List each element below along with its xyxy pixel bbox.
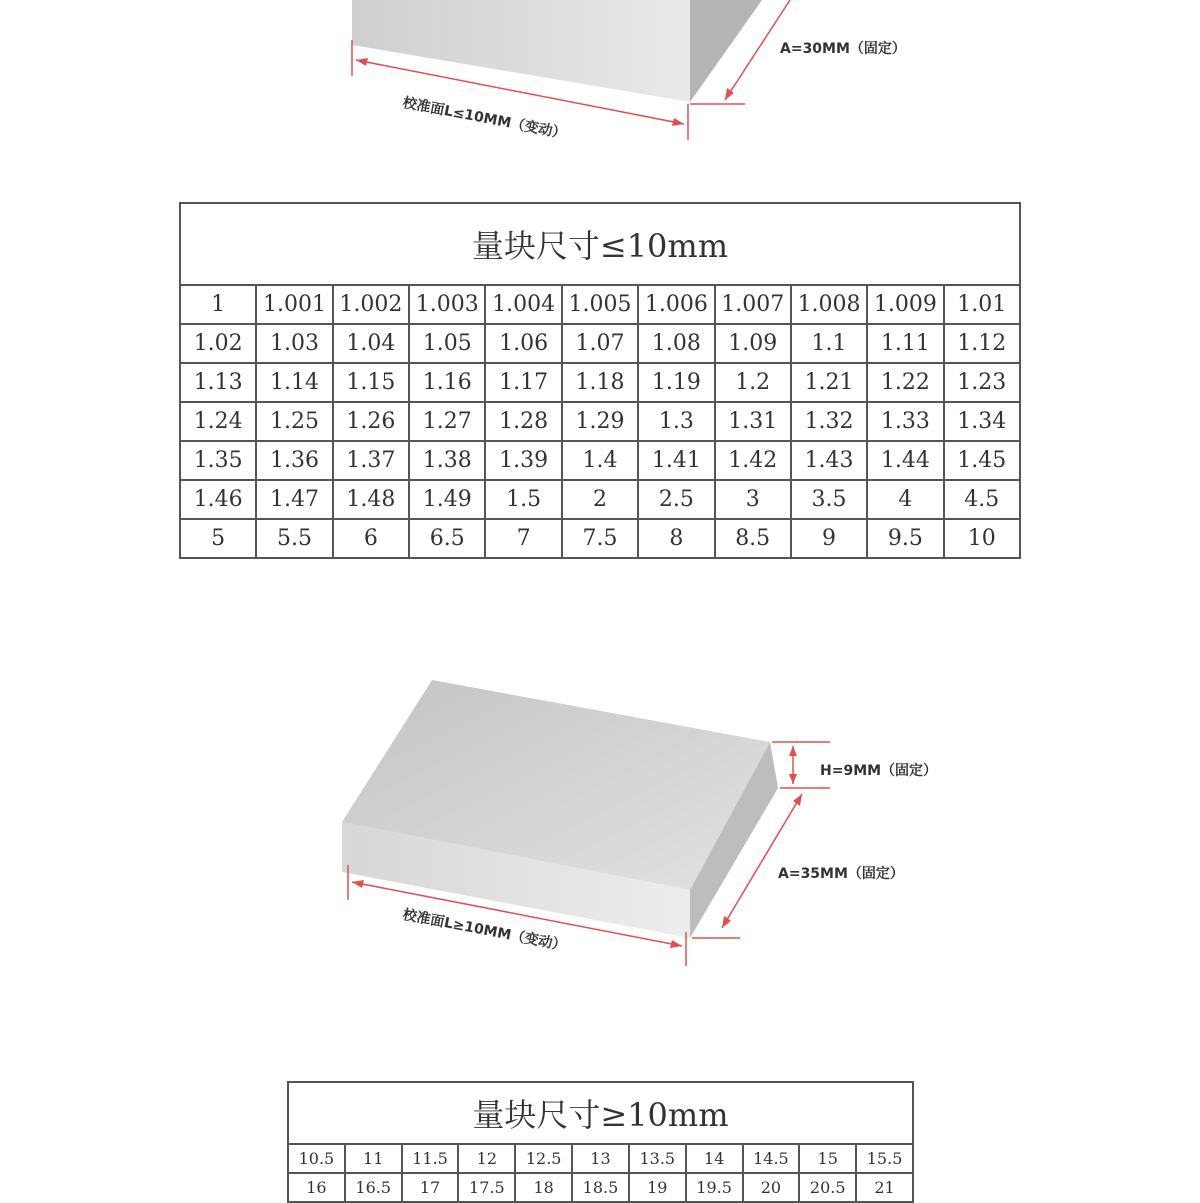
table-cell: 1.33: [867, 402, 943, 441]
table-cell: 1.37: [333, 441, 409, 480]
gauge-block-large-drawing: [0, 660, 1200, 980]
table-cell: 14.5: [743, 1144, 800, 1173]
table-cell: 1.12: [944, 324, 1020, 363]
table-cell: 1.03: [256, 324, 332, 363]
table-cell: 6.5: [409, 519, 485, 558]
table-cell: 1.14: [256, 363, 332, 402]
table-row: [180, 363, 1020, 402]
table-cell: 1.002: [333, 285, 409, 324]
table-cell: 19: [629, 1173, 686, 1202]
table-cell: 1.26: [333, 402, 409, 441]
table-cell: 1.49: [409, 480, 485, 519]
table-cell: 15.5: [856, 1144, 913, 1173]
table-cell: 12: [458, 1144, 515, 1173]
table-cell: 15: [799, 1144, 856, 1173]
table-cell: 1.4: [562, 441, 638, 480]
table-cell: 1.008: [791, 285, 867, 324]
table-cell: 1.41: [638, 441, 714, 480]
gauge-size-table-small: [179, 202, 1021, 559]
table-cell: 1.06: [485, 324, 561, 363]
table-cell: 1.2: [715, 363, 791, 402]
table-row: [288, 1144, 913, 1173]
table-title-row: [288, 1082, 913, 1144]
table-cell: 1.48: [333, 480, 409, 519]
table-cell: 20.5: [799, 1173, 856, 1202]
gauge-size-table-large: [287, 1081, 914, 1203]
table-cell: 1.47: [256, 480, 332, 519]
table-title: 量块尺寸≥10mm: [288, 1082, 913, 1144]
table-row: [180, 324, 1020, 363]
table-cell: 18: [515, 1173, 572, 1202]
table-cell: 1.46: [180, 480, 256, 519]
table-cell: 14: [686, 1144, 743, 1173]
block-front-face: [352, 0, 690, 102]
table-cell: 1.43: [791, 441, 867, 480]
block-height-label: H=9MM（固定）: [820, 763, 938, 779]
table-cell: 3: [715, 480, 791, 519]
table-cell: 8: [638, 519, 714, 558]
table-cell: 9: [791, 519, 867, 558]
table-cell: 1.42: [715, 441, 791, 480]
table-cell: 1.35: [180, 441, 256, 480]
table-cell: 1.32: [791, 402, 867, 441]
table-cell: 1.31: [715, 402, 791, 441]
table-cell: 2.5: [638, 480, 714, 519]
table-cell: 1.17: [485, 363, 561, 402]
table-cell: 7: [485, 519, 561, 558]
table-cell: 12.5: [515, 1144, 572, 1173]
table-cell: 1.23: [944, 363, 1020, 402]
table-cell: 4.5: [944, 480, 1020, 519]
table-cell: 20: [743, 1173, 800, 1202]
table-cell: 1.004: [485, 285, 561, 324]
block-width-label: A=35MM（固定）: [778, 866, 904, 882]
table-cell: 1.005: [562, 285, 638, 324]
table-cell: 1.19: [638, 363, 714, 402]
table-cell: 1.04: [333, 324, 409, 363]
table-row: [288, 1173, 913, 1202]
table-cell: 1.5: [485, 480, 561, 519]
table-cell: 1.38: [409, 441, 485, 480]
table-cell: 1.09: [715, 324, 791, 363]
table-cell: 1.15: [333, 363, 409, 402]
gauge-block-small-illustration: [0, 0, 1200, 150]
table-cell: 1.16: [409, 363, 485, 402]
table-cell: 17.5: [458, 1173, 515, 1202]
table-cell: 1.007: [715, 285, 791, 324]
table-cell: 1.29: [562, 402, 638, 441]
table-cell: 4: [867, 480, 943, 519]
table-row: [180, 480, 1020, 519]
table-cell: 1.36: [256, 441, 332, 480]
block-length-label: 校准面L≤10MM（变动）: [401, 94, 568, 143]
table-cell: 16.5: [345, 1173, 402, 1202]
table-cell: 1.009: [867, 285, 943, 324]
table-cell: 9.5: [867, 519, 943, 558]
table-cell: 1.08: [638, 324, 714, 363]
table-cell: 13: [572, 1144, 629, 1173]
table-row: [180, 441, 1020, 480]
table-cell: 5: [180, 519, 256, 558]
table-cell: 1.22: [867, 363, 943, 402]
table-row: [180, 402, 1020, 441]
block-right-face: [690, 0, 762, 102]
table-cell: 1.28: [485, 402, 561, 441]
table-cell: 11.5: [402, 1144, 459, 1173]
table-cell: 8.5: [715, 519, 791, 558]
block-width-label: A=30MM（固定）: [780, 41, 906, 57]
table-cell: 21: [856, 1173, 913, 1202]
table-cell: 2: [562, 480, 638, 519]
table-cell: 1.01: [944, 285, 1020, 324]
table-row: [180, 519, 1020, 558]
table-cell: 7.5: [562, 519, 638, 558]
table-cell: 1.27: [409, 402, 485, 441]
table-cell: 1.21: [791, 363, 867, 402]
table-cell: 1.3: [638, 402, 714, 441]
table-cell: 1.34: [944, 402, 1020, 441]
table-cell: 10.5: [288, 1144, 345, 1173]
table-title-row: [180, 203, 1020, 285]
table-cell: 11: [345, 1144, 402, 1173]
gauge-block-large-illustration: [0, 660, 1200, 980]
table-cell: 1.45: [944, 441, 1020, 480]
table-cell: 1.18: [562, 363, 638, 402]
table-cell: 10: [944, 519, 1020, 558]
table-cell: 1.24: [180, 402, 256, 441]
table-cell: 18.5: [572, 1173, 629, 1202]
table-cell: 5.5: [256, 519, 332, 558]
table-cell: 1: [180, 285, 256, 324]
table-cell: 1.13: [180, 363, 256, 402]
table-title: 量块尺寸≤10mm: [180, 203, 1020, 285]
table-cell: 17: [402, 1173, 459, 1202]
table-cell: 1.07: [562, 324, 638, 363]
gauge-block-small-drawing: [0, 0, 1200, 150]
block-length-label: 校准面L≥10MM（变动）: [401, 906, 568, 955]
table-cell: 1.44: [867, 441, 943, 480]
table-cell: 1.02: [180, 324, 256, 363]
table-cell: 19.5: [686, 1173, 743, 1202]
table-cell: 1.39: [485, 441, 561, 480]
table-cell: 13.5: [629, 1144, 686, 1173]
table-cell: 16: [288, 1173, 345, 1202]
table-cell: 6: [333, 519, 409, 558]
table-cell: 1.11: [867, 324, 943, 363]
table-cell: 3.5: [791, 480, 867, 519]
table-cell: 1.25: [256, 402, 332, 441]
table-cell: 1.05: [409, 324, 485, 363]
table-cell: 1.1: [791, 324, 867, 363]
table-row: [180, 285, 1020, 324]
table-cell: 1.001: [256, 285, 332, 324]
table-cell: 1.003: [409, 285, 485, 324]
table-cell: 1.006: [638, 285, 714, 324]
